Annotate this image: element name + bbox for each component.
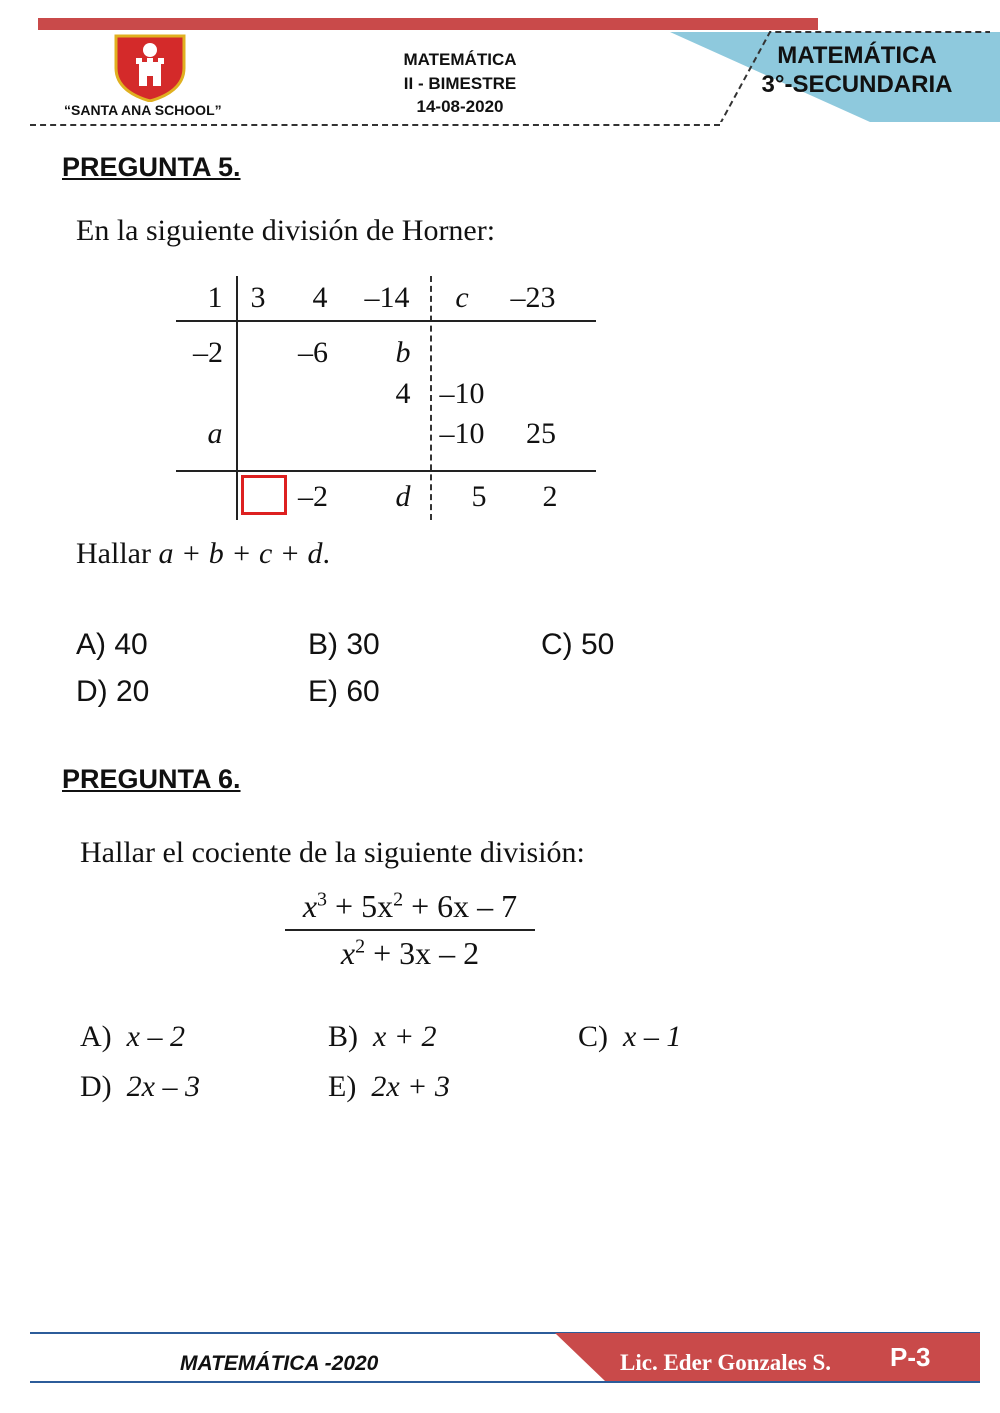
horner-top-rule [176,320,596,322]
q5-option-b[interactable]: B) 30 [308,628,380,661]
horner-cell: –10 [439,417,485,450]
horner-coef: –14 [364,281,410,314]
q6-option-c[interactable]: C) x – 1 [578,1020,682,1053]
q5-option-a[interactable]: A) 40 [76,628,148,661]
horner-coef: 4 [312,281,328,314]
header-period: II - BIMESTRE [403,74,517,93]
horner-result-d: d [395,480,411,513]
horner-divisor: –2 [193,336,223,369]
horner-result: –2 [298,480,328,513]
school-crest-icon [112,34,188,102]
question-5-prompt [76,537,330,571]
question-5-stem: En la siguiente división de Horner: [76,214,496,247]
horner-divisor-a: a [207,417,223,450]
q6-option-a[interactable]: A) x – 2 [80,1020,185,1053]
q5-option-c[interactable]: C) 50 [541,628,615,661]
header-date: 14-08-2020 [416,97,504,116]
horner-result: 5 [471,480,487,513]
footer-author: Lic. Eder Gonzales S. [620,1350,832,1375]
question-6-title: PREGUNTA 6. [62,764,241,794]
prompt-word: Hallar [76,537,151,570]
badge-subject: MATEMÁTICA [777,42,937,69]
horner-coef: 3 [250,281,266,314]
horner-coef-c: c [455,281,469,314]
footer-bottom-rule [30,1381,980,1383]
horner-table [170,272,610,527]
question-6-stem: Hallar el cociente de la siguiente división: [80,836,585,869]
q6-option-e[interactable]: E) 2x + 3 [328,1070,450,1103]
footer-subject: MATEMÁTICA -2020 [180,1352,379,1375]
school-name: “SANTA ANA SCHOOL” [64,102,222,118]
fraction-numerator: $x^3 + 5x^2 + 6x - 7$ [285,888,535,931]
prompt-period: . [322,537,331,570]
fraction-denominator: $x^2 + 3x - 2$ [340,935,480,971]
horner-cell: –10 [439,377,485,410]
question-5-title: PREGUNTA 5. [62,152,241,182]
q5-option-d[interactable]: D) 20 [76,675,150,708]
horner-cell: –6 [298,336,328,369]
q6-option-b[interactable]: B) x + 2 [328,1020,437,1053]
badge-grade: 3°-SECUNDARIA [761,71,953,98]
horner-cell-b: b [395,336,411,369]
division-fraction [285,888,535,972]
horner-result: 2 [542,480,558,513]
page-number: P-3 [890,1342,931,1372]
q5-option-e[interactable]: E) 60 [308,675,380,708]
header-subject: MATEMÁTICA [403,50,517,69]
horner-cell: 4 [395,377,411,410]
prompt-expression: a + b + c + d [158,537,323,570]
horner-divisor-top: 1 [207,281,223,314]
header-dashed-rule [30,124,720,126]
q6-option-d[interactable]: D) 2x – 3 [80,1070,200,1103]
horner-cell: 25 [526,417,556,450]
horner-bottom-rule [176,470,596,472]
horner-coef: –23 [510,281,556,314]
